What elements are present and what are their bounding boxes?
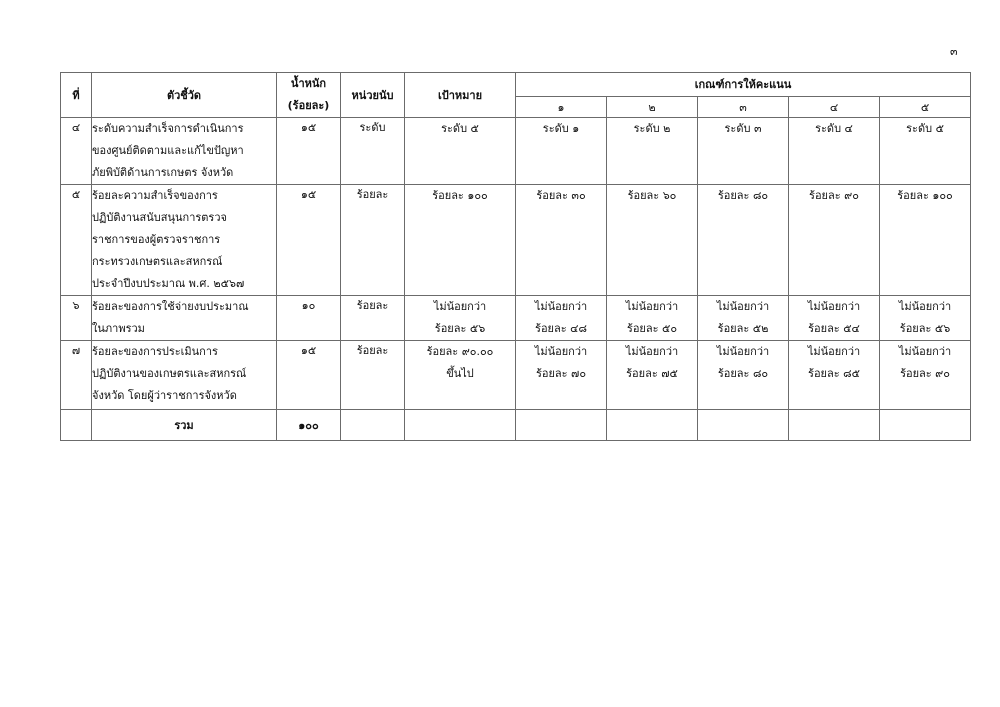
indicator-cell [92,296,277,341]
header-criteria: เกณฑ์การให้คะแนน [516,73,971,97]
score-cell-2 [607,296,698,341]
score-line: ร้อยละ ๘๕ [808,367,860,380]
indicator-line: ร้อยละความสำเร็จของการ [92,189,218,202]
score-line: ร้อยละ ๘๐ [717,367,769,380]
indicator-line: ภัยพิบัติด้านการเกษตร จังหวัด [92,166,234,179]
kpi-table [60,72,971,441]
row-number: ๗ [61,341,92,410]
score-line: ไม่น้อยกว่า [898,300,952,313]
score-cell-2 [607,185,698,296]
target-line: ไม่น้อยกว่า [433,300,487,313]
indicator-line: ราชการของผู้ตรวจราชการ [92,233,221,246]
score-line: ร้อยละ ๗๕ [626,367,678,380]
indicator-line: จังหวัด โดยผู้ว่าราชการจังหวัด [92,389,237,402]
indicator-line: ในภาพรวม [92,322,145,335]
score-line: ระดับ ๒ [633,122,671,135]
score-line: ร้อยละ ๙๐ [809,189,859,202]
score-line: ระดับ ๓ [724,122,762,135]
score-cell-3 [698,296,789,341]
unit-cell: ร้อยละ [341,341,405,410]
score-cell-1 [516,185,607,296]
score-line: ไม่น้อยกว่า [625,300,679,313]
score-cell-3 [698,118,789,185]
score-line: ร้อยละ ๔๘ [535,322,587,335]
target-line: ร้อยละ ๑๐๐ [432,189,488,202]
header-level-4: ๔ [789,96,880,117]
total-blank-score [880,410,971,441]
score-line: ร้อยละ ๓๐ [536,189,586,202]
row-number: ๔ [61,118,92,185]
score-cell-5 [880,185,971,296]
score-line: ระดับ ๑ [542,122,580,135]
score-cell-1 [516,296,607,341]
target-line: ขึ้นไป [446,367,474,380]
indicator-line: ระดับความสำเร็จการดำเนินการ [92,122,244,135]
header-weight-line1: น้ำหนัก [290,77,327,90]
total-blank-target [405,410,516,441]
indicator-cell [92,185,277,296]
table-row [61,185,971,296]
target-cell [405,296,516,341]
indicator-cell [92,341,277,410]
score-line: ร้อยละ ๖๐ [627,189,677,202]
score-line: ไม่น้อยกว่า [807,345,861,358]
total-blank-score [698,410,789,441]
indicator-cell [92,118,277,185]
score-line: ระดับ ๔ [815,122,853,135]
total-blank-score [516,410,607,441]
indicator-line: ปฏิบัติงานสนับสนุนการตรวจ [92,211,227,224]
weight-cell: ๑๕ [277,118,341,185]
score-line: ไม่น้อยกว่า [625,345,679,358]
target-cell [405,341,516,410]
weight-cell: ๑๕ [277,185,341,296]
score-cell-4 [789,341,880,410]
header-target: เป้าหมาย [405,73,516,118]
score-cell-2 [607,118,698,185]
header-weight-line2: (ร้อยละ) [287,99,330,112]
page-number: ๓ [950,45,958,58]
score-line: ร้อยละ ๕๔ [808,322,860,335]
indicator-line: ร้อยละของการประเมินการ [92,345,218,358]
table-row [61,296,971,341]
row-number: ๕ [61,185,92,296]
total-blank-score [607,410,698,441]
score-line: ร้อยละ ๑๐๐ [897,189,953,202]
header-level-5: ๕ [880,96,971,117]
target-line: ร้อยละ ๙๐.๐๐ [426,345,494,358]
score-cell-1 [516,118,607,185]
total-label: รวม [92,410,277,441]
target-line: ระดับ ๕ [441,122,479,135]
target-cell [405,185,516,296]
score-line: ระดับ ๕ [906,122,944,135]
score-line: ไม่น้อยกว่า [898,345,952,358]
score-cell-3 [698,185,789,296]
score-line: ร้อยละ ๕๖ [899,322,951,335]
total-blank-unit [341,410,405,441]
target-cell [405,118,516,185]
score-cell-4 [789,118,880,185]
total-weight: ๑๐๐ [277,410,341,441]
total-blank-no [61,410,92,441]
score-line: ไม่น้อยกว่า [534,300,588,313]
score-cell-2 [607,341,698,410]
weight-cell: ๑๐ [277,296,341,341]
header-indicator: ตัวชี้วัด [92,73,277,118]
target-line: ร้อยละ ๕๖ [434,322,486,335]
score-line: ร้อยละ ๕๒ [717,322,769,335]
score-line: ไม่น้อยกว่า [807,300,861,313]
score-cell-5 [880,118,971,185]
total-row [61,410,971,441]
score-line: ร้อยละ ๕๐ [626,322,678,335]
indicator-line: ของศูนย์ติดตามและแก้ไขปัญหา [92,144,244,157]
score-line: ร้อยละ ๙๐ [900,367,950,380]
score-line: ไม่น้อยกว่า [716,300,770,313]
indicator-line: กระทรวงเกษตรและสหกรณ์ [92,255,223,268]
score-cell-3 [698,341,789,410]
table-row [61,341,971,410]
weight-cell: ๑๕ [277,341,341,410]
score-cell-5 [880,296,971,341]
score-line: ไม่น้อยกว่า [534,345,588,358]
header-level-1: ๑ [516,96,607,117]
score-line: ร้อยละ ๘๐ [717,189,769,202]
total-blank-score [789,410,880,441]
header-level-3: ๓ [698,96,789,117]
unit-cell: ร้อยละ [341,185,405,296]
indicator-line: ประจำปีงบประมาณ พ.ศ. ๒๕๖๗ [92,277,245,290]
score-cell-4 [789,185,880,296]
unit-cell: ระดับ [341,118,405,185]
indicator-line: ร้อยละของการใช้จ่ายงบประมาณ [92,300,249,313]
row-number: ๖ [61,296,92,341]
score-cell-1 [516,341,607,410]
score-cell-4 [789,296,880,341]
unit-cell: ร้อยละ [341,296,405,341]
header-weight [277,73,341,118]
header-row [61,73,971,97]
header-level-2: ๒ [607,96,698,117]
table-row [61,118,971,185]
indicator-line: ปฏิบัติงานของเกษตรและสหกรณ์ [92,367,247,380]
header-no: ที่ [61,73,92,118]
header-unit: หน่วยนับ [341,73,405,118]
score-cell-5 [880,341,971,410]
score-line: ร้อยละ ๗๐ [535,367,587,380]
score-line: ไม่น้อยกว่า [716,345,770,358]
